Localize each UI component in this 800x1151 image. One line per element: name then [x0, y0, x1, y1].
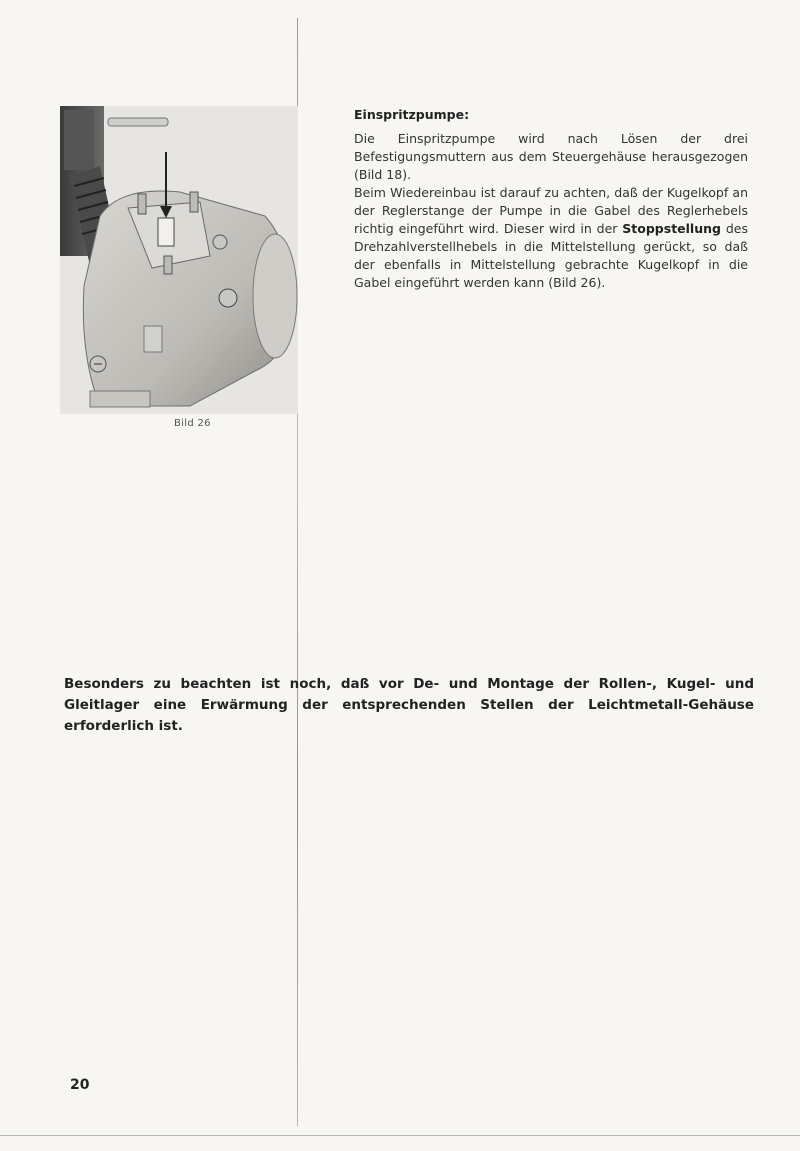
section-heading: Einspritzpumpe:: [354, 107, 470, 122]
paragraph-2: [354, 184, 748, 292]
paragraph-1: Die Einspritzpumpe wird nach Lösen der drei Befestigungsmuttern aus dem Steuergehäuse herausgezogen (Bild 18).: [354, 131, 748, 182]
figure-caption: Bild 26: [174, 418, 211, 429]
text-column: [354, 107, 748, 292]
engine-photo: [60, 106, 298, 414]
important-note: Besonders zu beachten ist noch, daß vor De- und Montage der Rollen-, Kugel- und Gleitlager eine Erwärmung der entsprechenden Stellen der Leichtmetall-Gehäuse erforderlich ist.: [64, 676, 754, 734]
page-number: 20: [70, 1077, 90, 1093]
paragraph-2-text-start: Beim Wiedereinbau ist darauf zu achten, daß der Kugelkopf an der Reglerstange der Pumpe in die Gabel des Reglerhebels richtig eingeführt wird. Dieser wird in der: [354, 185, 748, 236]
bottom-edge-line: [0, 1135, 800, 1136]
paragraph-2-bold-term: Stoppstellung: [622, 221, 721, 236]
paragraph-2-text-end: des Drehzahlverstellhebels in die Mittelstellung gerückt, so daß der ebenfalls in Mittelstellung gebrachte Kugelkopf in die Gabel eingeführt werden kann (Bild 26).: [354, 221, 748, 290]
